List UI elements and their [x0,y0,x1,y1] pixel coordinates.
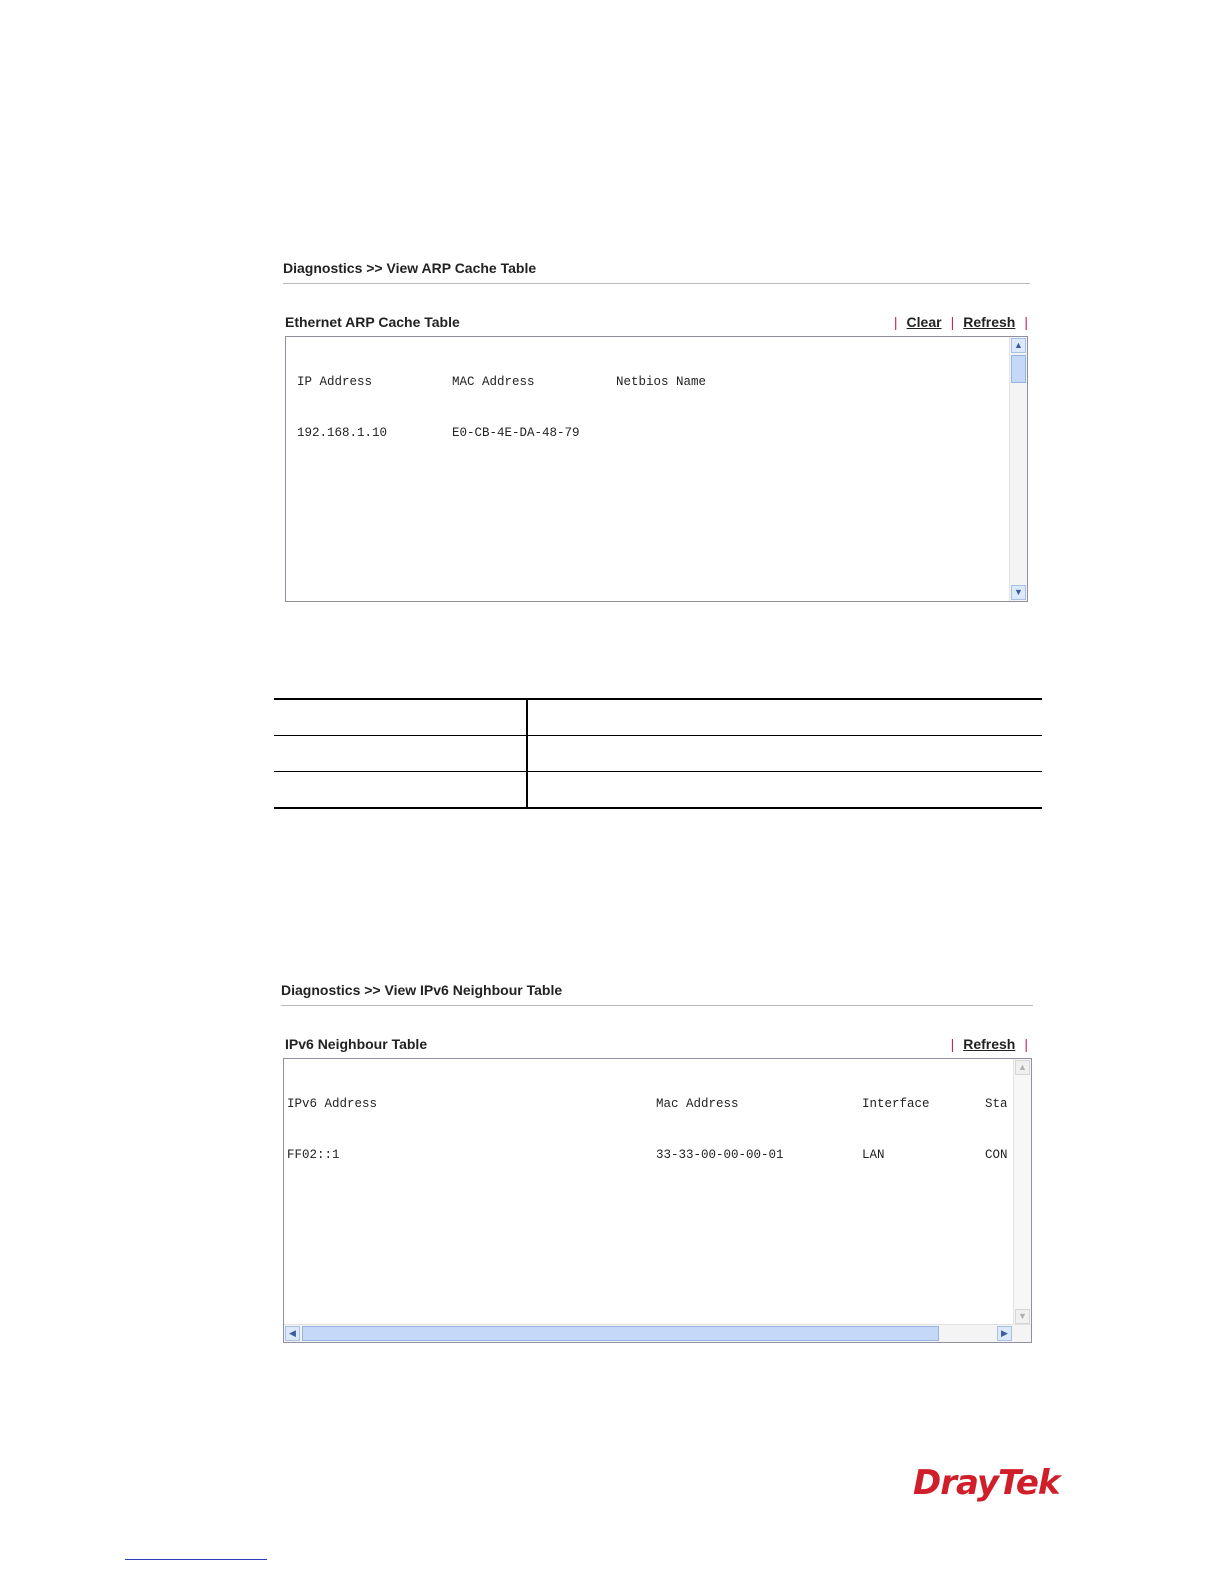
ipv6-header-mac: Mac Address [656,1097,739,1111]
clear-link[interactable]: Clear [906,314,942,330]
ipv6-horizontal-scrollbar[interactable] [284,1324,1031,1342]
link-separator: | [1024,314,1028,330]
refresh-link[interactable]: Refresh [963,1036,1016,1052]
arp-header-ip: IP Address [297,375,373,389]
arp-action-links [885,314,1028,330]
scroll-right-arrow-icon[interactable]: ▶ [997,1326,1012,1341]
link-separator: | [950,1036,955,1052]
ipv6-cell-state: CON [985,1148,1008,1162]
ipv6-page-title: Diagnostics >> View IPv6 Neighbour Table [281,982,563,998]
draytek-logo: DrayTek [913,1463,1060,1503]
ipv6-header-interface: Interface [862,1097,930,1111]
arp-header-netbios: Netbios Name [616,375,707,389]
scroll-up-arrow-icon[interactable]: ▲ [1015,1060,1030,1075]
link-separator: | [950,314,955,330]
ipv6-header-address: IPv6 Address [287,1097,378,1111]
table-row [274,699,1042,736]
ipv6-vertical-scrollbar[interactable] [1013,1059,1031,1325]
ipv6-neighbour-textarea[interactable] [283,1058,1032,1343]
table-row [274,736,1042,772]
scroll-thumb[interactable] [1011,355,1026,383]
scroll-up-arrow-icon[interactable]: ▲ [1011,338,1026,353]
description-table [274,698,1042,809]
refresh-link[interactable]: Refresh [963,314,1016,330]
footer-underline [125,1559,267,1560]
scroll-down-arrow-icon[interactable]: ▼ [1011,585,1026,600]
ipv6-cell-address: FF02::1 [287,1148,340,1162]
arp-title-divider [283,283,1030,284]
ipv6-cell-interface: LAN [862,1148,885,1162]
link-separator: | [893,314,898,330]
arp-header-mac: MAC Address [452,375,535,389]
arp-vertical-scrollbar[interactable] [1009,337,1027,601]
link-separator: | [1024,1036,1028,1052]
ipv6-title-divider [281,1005,1033,1006]
ipv6-cell-mac: 33-33-00-00-00-01 [656,1148,784,1162]
arp-cache-textarea[interactable] [285,336,1028,602]
table-row [274,772,1042,809]
ipv6-header-state: Sta [985,1097,1008,1111]
scroll-thumb[interactable] [302,1326,939,1341]
ipv6-action-links [942,1036,1028,1052]
scroll-down-arrow-icon[interactable]: ▼ [1015,1309,1030,1324]
arp-page-title: Diagnostics >> View ARP Cache Table [283,260,537,276]
arp-cell-ip: 192.168.1.10 [297,426,388,440]
arp-cell-mac: E0-CB-4E-DA-48-79 [452,426,580,440]
ipv6-section-title: IPv6 Neighbour Table [285,1036,428,1052]
scroll-left-arrow-icon[interactable]: ◀ [285,1326,300,1341]
arp-section-title: Ethernet ARP Cache Table [285,314,460,330]
